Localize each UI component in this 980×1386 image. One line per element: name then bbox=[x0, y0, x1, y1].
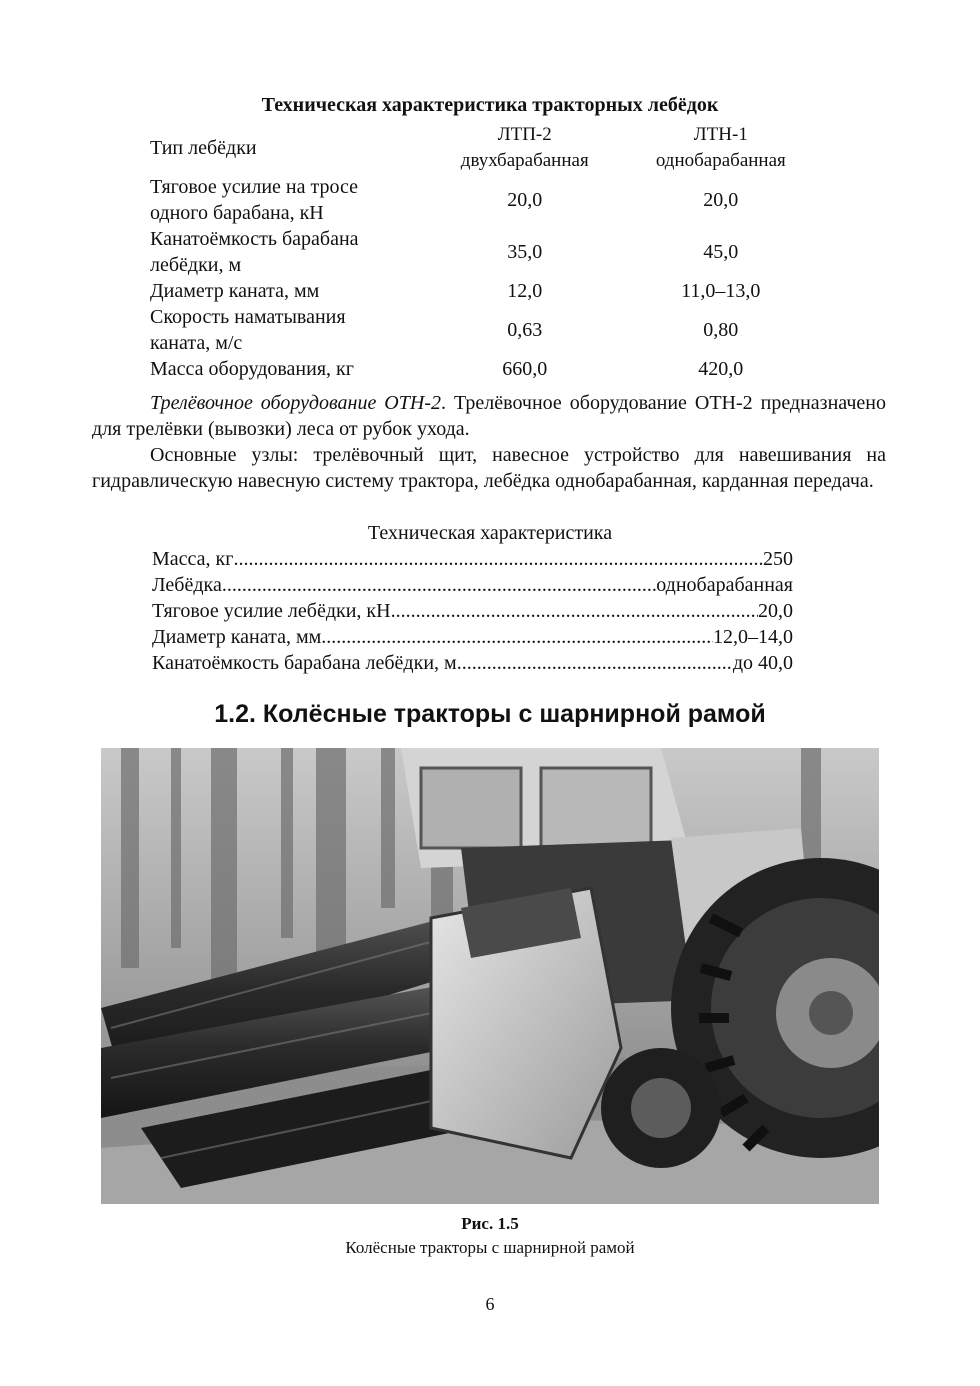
row-param bbox=[150, 304, 438, 356]
spec-value: 20,0 bbox=[758, 600, 793, 622]
oth2-spec-title: Техническая характеристика bbox=[367, 522, 613, 544]
tractor-photo bbox=[101, 748, 879, 1204]
row-param-line: Канатоёмкость барабана bbox=[150, 228, 359, 250]
row-param: Диаметр каната, мм bbox=[150, 280, 320, 302]
row-ltp2-value: 35,0 bbox=[507, 241, 543, 263]
row-param-line: Скорость наматывания bbox=[150, 306, 346, 328]
header-ltn1-name: ЛТН-1 bbox=[693, 124, 748, 145]
row-param: Масса оборудования, кг bbox=[150, 358, 354, 380]
paragraph-oth2-intro bbox=[92, 390, 886, 442]
header-ltn1-kind: однобарабанная bbox=[655, 150, 786, 171]
table-row bbox=[150, 174, 830, 226]
row-ltn1-value: 420,0 bbox=[698, 358, 744, 380]
list-item bbox=[152, 598, 793, 624]
page-number: 6 bbox=[485, 1294, 495, 1314]
section-heading: 1.2. Колёсные тракторы с шарнирной рамой bbox=[214, 700, 766, 728]
spec-label: Тяговое усилие лебёдки, кН bbox=[152, 600, 391, 622]
header-winch-type: Тип лебёдки bbox=[150, 137, 257, 159]
row-param-line: Тяговое усилие на тросе bbox=[150, 176, 358, 198]
figure-label: Рис. 1.5 bbox=[461, 1214, 519, 1233]
table-row bbox=[150, 356, 830, 382]
table-row bbox=[150, 226, 830, 278]
spec-label: Канатоёмкость барабана лебёдки, м bbox=[152, 652, 457, 674]
row-param bbox=[150, 174, 438, 226]
spec-value: до 40,0 bbox=[732, 652, 793, 674]
spec-value: 12,0–14,0 bbox=[713, 626, 793, 648]
dot-leader bbox=[233, 546, 763, 572]
list-item bbox=[152, 546, 793, 572]
row-ltn1-value: 20,0 bbox=[703, 189, 739, 211]
oth2-spec-list bbox=[152, 546, 793, 676]
dot-leader bbox=[321, 624, 713, 650]
header-ltp2 bbox=[438, 122, 612, 174]
row-ltn1-value: 0,80 bbox=[703, 319, 739, 341]
row-ltp2-value: 20,0 bbox=[507, 189, 543, 211]
header-ltp2-name: ЛТП-2 bbox=[497, 124, 552, 145]
paragraph-text: Основные узлы: трелёвочный щит, навесное устройство для навешивания на гидравлическую навесную систему трактора, лебёдка однобарабанная, карданная передача. bbox=[92, 444, 886, 492]
winch-spec-table bbox=[150, 122, 830, 382]
row-ltn1-value: 45,0 bbox=[703, 241, 739, 263]
spec-label: Масса, кг bbox=[152, 548, 234, 570]
row-ltp2-value: 660,0 bbox=[502, 358, 548, 380]
row-param bbox=[150, 226, 438, 278]
row-param-line: каната, м/с bbox=[150, 332, 243, 354]
figure-caption: Колёсные тракторы с шарнирной рамой bbox=[345, 1238, 635, 1257]
spec-value: 250 bbox=[763, 548, 793, 570]
list-item bbox=[152, 572, 793, 598]
paragraph-italic-term: Трелёвочное оборудование ОТН-2 bbox=[150, 392, 441, 414]
row-param-line: одного барабана, кН bbox=[150, 202, 324, 224]
table-header-row bbox=[150, 122, 830, 174]
list-item bbox=[152, 624, 793, 650]
paragraph-main-units bbox=[92, 442, 886, 494]
spec-label: Диаметр каната, мм bbox=[152, 626, 322, 648]
spec-value: однобарабанная bbox=[656, 574, 793, 596]
row-param-line: лебёдки, м bbox=[150, 254, 242, 276]
row-ltn1-value: 11,0–13,0 bbox=[681, 280, 761, 302]
winch-table-title: Техническая характеристика тракторных лебёдок bbox=[261, 94, 719, 116]
paragraph-text: . Трелёвочное оборудование ОТН-2 предназначено для трелёвки (вывозки) леса от рубок ухода. bbox=[92, 392, 887, 440]
dot-leader bbox=[222, 572, 656, 598]
header-ltp2-kind: двухбарабанная bbox=[460, 150, 589, 171]
table-row bbox=[150, 278, 830, 304]
dot-leader bbox=[457, 650, 733, 676]
row-ltp2-value: 12,0 bbox=[507, 280, 543, 302]
table-row bbox=[150, 304, 830, 356]
spec-label: Лебёдка bbox=[152, 574, 222, 596]
row-ltp2-value: 0,63 bbox=[507, 319, 543, 341]
dot-leader bbox=[391, 598, 758, 624]
header-ltn1 bbox=[612, 122, 830, 174]
tractor-illustration bbox=[101, 748, 879, 1204]
list-item bbox=[152, 650, 793, 676]
